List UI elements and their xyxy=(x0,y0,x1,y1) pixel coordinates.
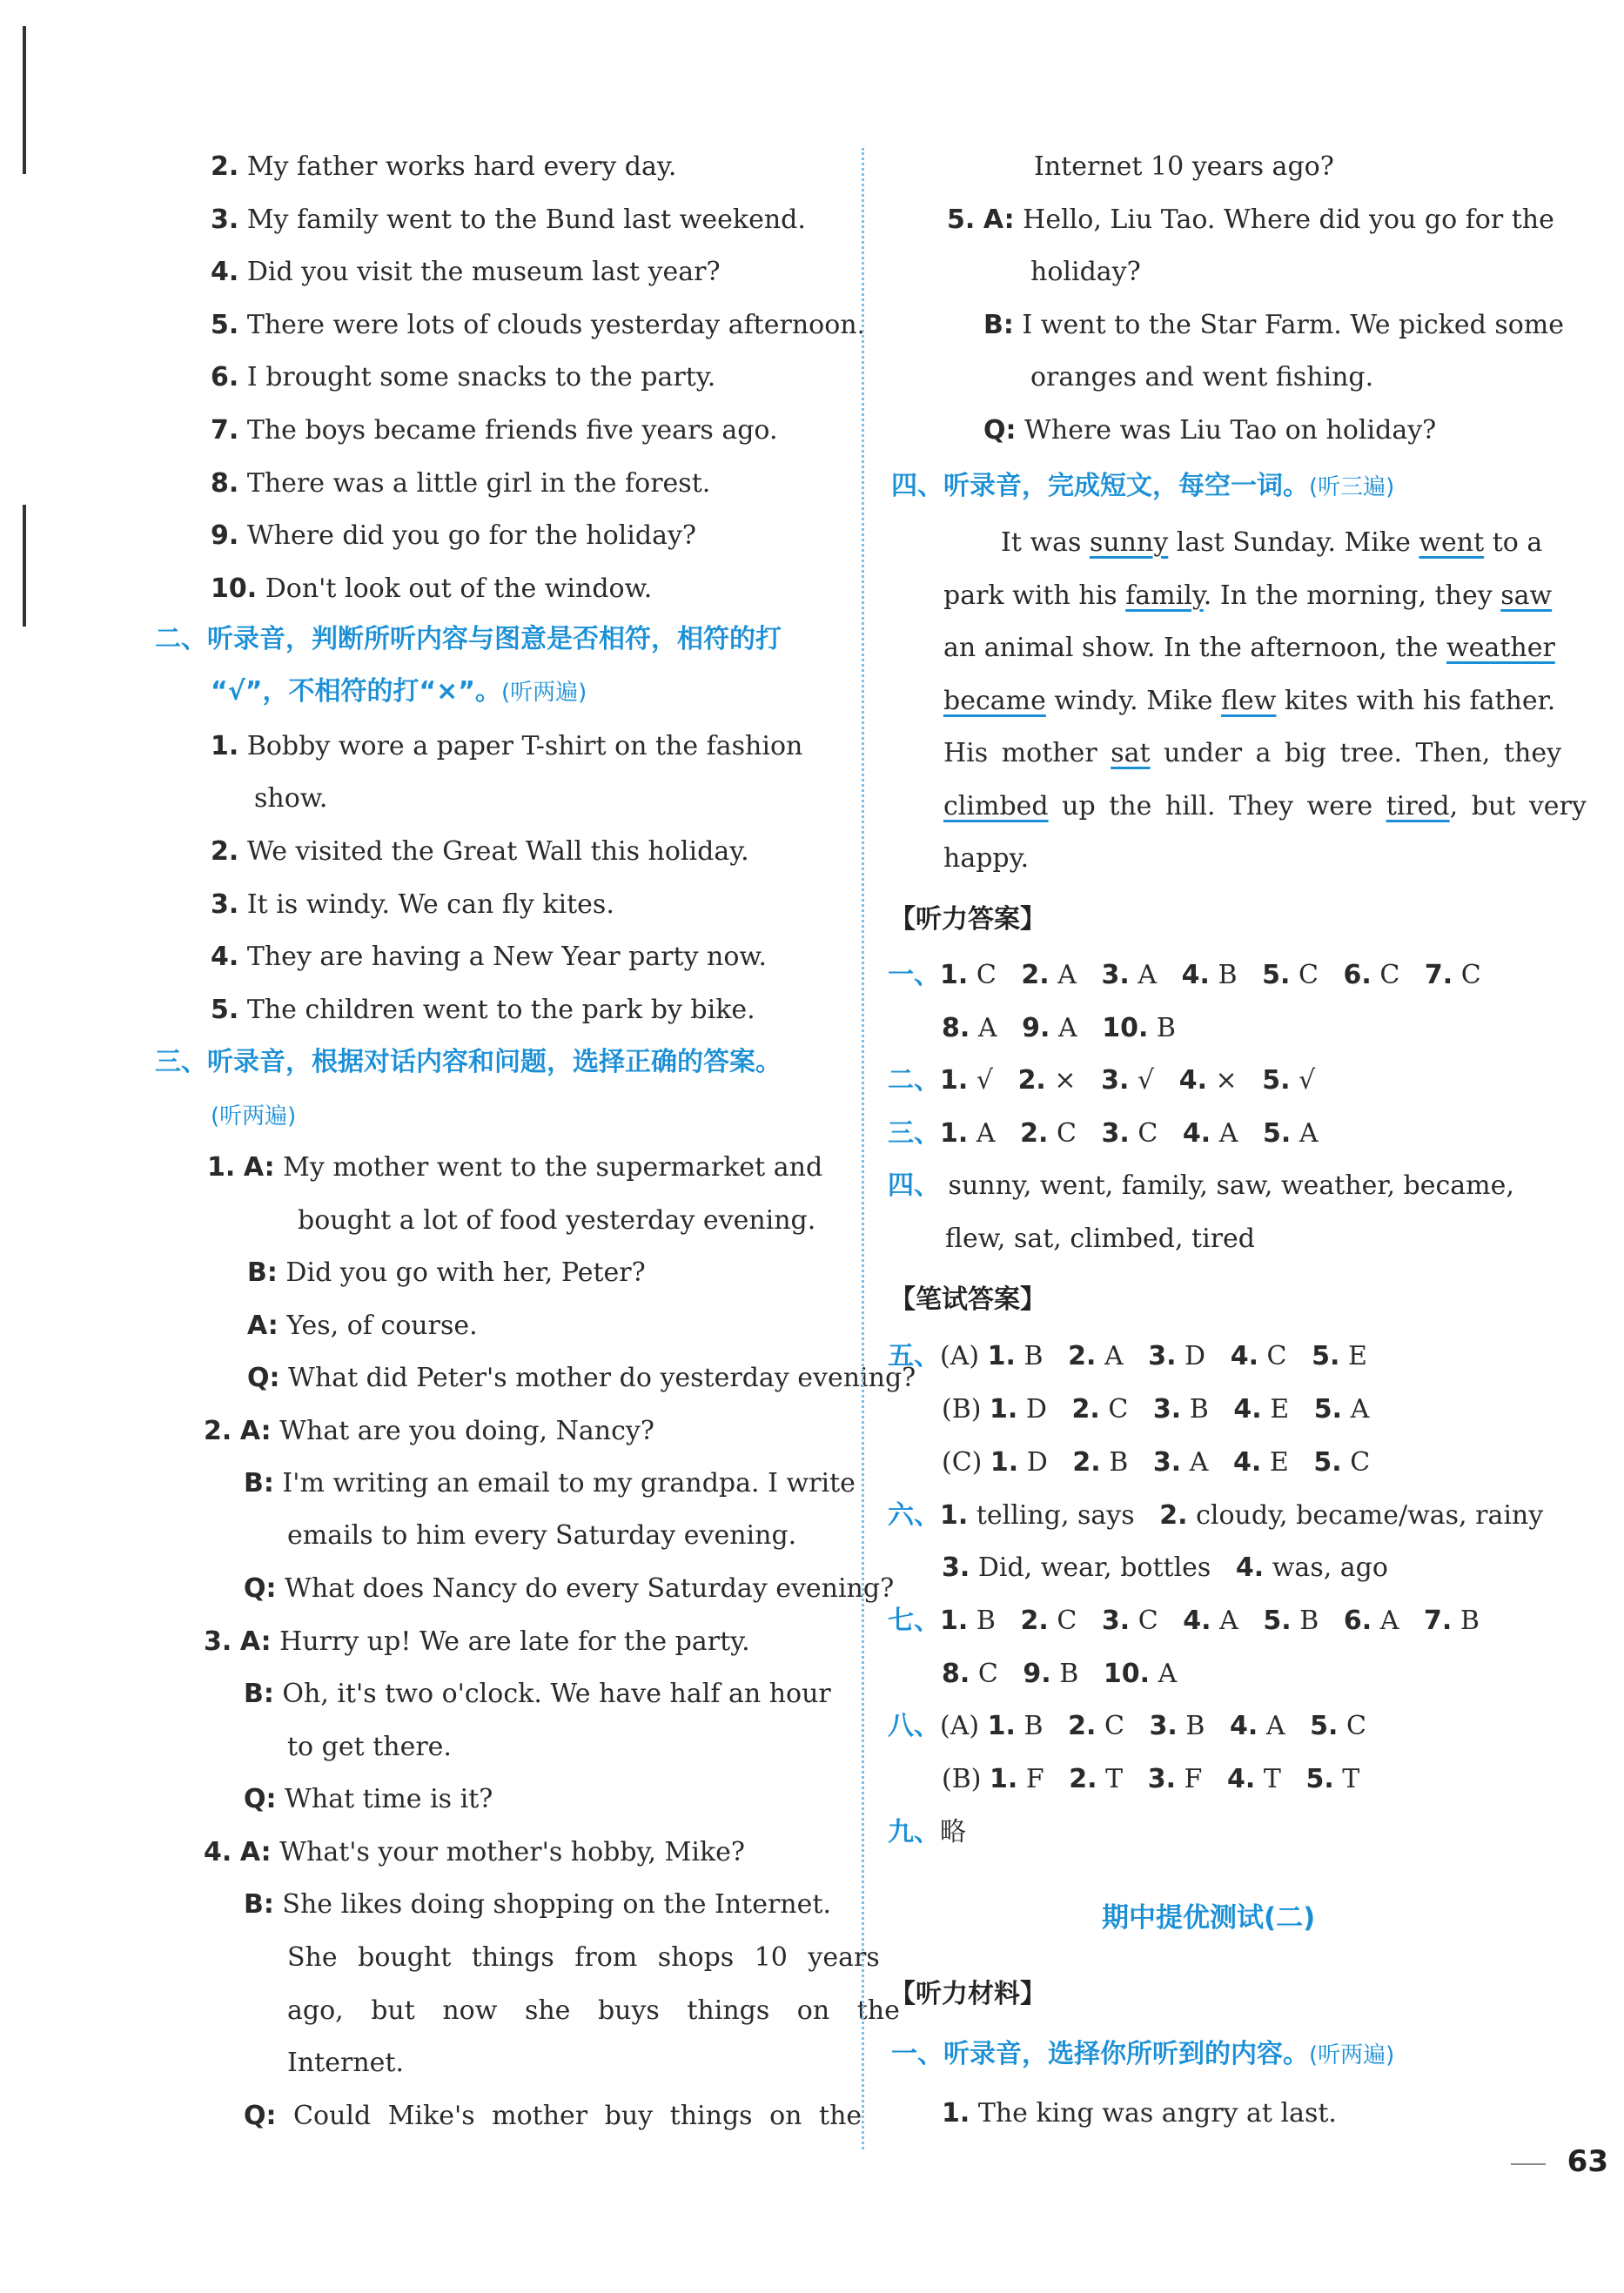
answer-row-8a: 八、(A) 1. B 2. C 3. B 4. A 5. C xyxy=(888,1711,1366,1741)
blank-answer: family xyxy=(1125,580,1204,611)
dialogue-1: 1. A: My mother went to the supermarket and xyxy=(207,1152,823,1183)
left-edge-mark xyxy=(23,505,26,627)
list-item: 2. My father works hard every day. xyxy=(211,151,677,182)
answer-row-7a: 七、1. B 2. C 3. C 4. A 5. B 6. A 7. B xyxy=(888,1606,1480,1636)
list-item: 3. It is windy. We can fly kites. xyxy=(211,889,614,920)
dialogue-line: holiday? xyxy=(1030,257,1141,287)
dialogue-3: 3. A: Hurry up! We are late for the party. xyxy=(204,1626,750,1657)
dialogue-line: emails to him every Saturday evening. xyxy=(287,1520,797,1551)
blank-answer: saw xyxy=(1500,580,1553,611)
passage-line: climbed up the hill. They were tired, but very xyxy=(943,791,1587,821)
list-item: 5. The children went to the park by bike. xyxy=(211,995,755,1025)
dialogue-line: A: Yes, of course. xyxy=(247,1311,478,1341)
section-3-note: (听两遍) xyxy=(211,1103,297,1130)
list-item: 5. There were lots of clouds yesterday afternoon. xyxy=(211,310,866,340)
blank-answer: flew xyxy=(1221,686,1277,716)
answer-row-5a: 五、(A) 1. B 2. A 3. D 4. C 5. E xyxy=(888,1341,1367,1371)
dialogue-question: Q: What time is it? xyxy=(244,1784,493,1814)
blank-answer: sunny xyxy=(1089,527,1169,558)
dialogue-question: Q: What did Peter's mother do yesterday evening? xyxy=(247,1363,916,1393)
list-item: 1. Bobby wore a paper T-shirt on the fashion xyxy=(211,731,803,761)
passage-line: became windy. Mike flew kites with his father. xyxy=(943,686,1556,716)
listening-answers-header: 【听力答案】 xyxy=(889,904,1046,935)
blank-answer: sat xyxy=(1111,738,1151,768)
answer-row-5c: (C) 1. D 2. B 3. A 4. E 5. C xyxy=(942,1447,1371,1478)
list-item: 9. Where did you go for the holiday? xyxy=(211,520,696,551)
dialogue-line: She bought things from shops 10 years xyxy=(287,1942,880,1973)
passage-line: park with his family. In the morning, they saw xyxy=(943,580,1553,611)
passage-line: happy. xyxy=(943,843,1030,874)
list-item: 10. Don't look out of the window. xyxy=(211,573,653,604)
answer-row-7b: 8. C 9. B 10. A xyxy=(942,1659,1178,1689)
dialogue-line: B: Oh, it's two o'clock. We have half an hour xyxy=(244,1679,831,1709)
listening-material-header: 【听力材料】 xyxy=(889,1979,1046,2009)
passage-line: an animal show. In the afternoon, the weather xyxy=(943,633,1555,663)
next-test-title: 期中提优测试(二) xyxy=(1102,1902,1316,1934)
dialogue-line: B: I went to the Star Farm. We picked some xyxy=(983,310,1564,340)
answer-row-6a: 六、1. telling, says 2. cloudy, became/was, rainy xyxy=(888,1500,1544,1531)
list-item: 4. They are having a New Year party now. xyxy=(211,942,768,972)
list-item: 2. We visited the Great Wall this holiday. xyxy=(211,836,749,867)
answer-row-4-cont: flew, sat, climbed, tired xyxy=(945,1224,1255,1254)
page-number: 63 xyxy=(1567,2144,1608,2179)
answer-row-1b: 8. A 9. A 10. B xyxy=(942,1013,1176,1043)
list-item: 8. There was a little girl in the forest. xyxy=(211,468,711,499)
dialogue-line: Internet. xyxy=(287,2048,404,2078)
written-answers-header: 【笔试答案】 xyxy=(889,1284,1046,1315)
answer-row-4: 四、 sunny, went, family, saw, weather, became, xyxy=(888,1170,1514,1201)
column-divider xyxy=(862,148,864,2149)
dialogue-question: Q: What does Nancy do every Saturday evening? xyxy=(244,1573,895,1604)
answer-row-8b: (B) 1. F 2. T 3. F 4. T 5. T xyxy=(942,1764,1360,1794)
section-4-title: 四、听录音，完成短文，每空一词。(听三遍) xyxy=(891,471,1395,501)
answer-row-6b: 3. Did, wear, bottles 4. was, ago xyxy=(942,1552,1388,1583)
blank-answer: tired xyxy=(1386,791,1450,821)
list-item: 7. The boys became friends five years ago. xyxy=(211,415,778,446)
answer-row-3: 三、1. A 2. C 3. C 4. A 5. A xyxy=(888,1118,1319,1149)
blank-answer: became xyxy=(943,686,1046,716)
dialogue-line: to get there. xyxy=(287,1732,452,1762)
next-section-1-title: 一、听录音，选择你所听到的内容。(听两遍) xyxy=(891,2039,1395,2069)
dialogue-question: Q: Where was Liu Tao on holiday? xyxy=(983,415,1437,446)
list-item: 6. I brought some snacks to the party. xyxy=(211,362,716,392)
dialogue-line: oranges and went fishing. xyxy=(1030,362,1374,392)
dialogue-line: B: I'm writing an email to my grandpa. I write xyxy=(244,1468,856,1498)
dialogue-question: Q: Could Mike's mother buy things on the xyxy=(244,2101,862,2131)
list-item: 4. Did you visit the museum last year? xyxy=(211,257,721,287)
page-number-dash xyxy=(1511,2163,1546,2165)
dialogue-2: 2. A: What are you doing, Nancy? xyxy=(204,1416,654,1446)
passage-line: His mother sat under a big tree. Then, they xyxy=(943,738,1562,768)
blank-answer: weather xyxy=(1446,633,1555,663)
dialogue-5: 5. A: Hello, Liu Tao. Where did you go for the xyxy=(947,204,1554,235)
blank-answer: went xyxy=(1419,527,1485,558)
answer-row-2: 二、1. √ 2. × 3. √ 4. × 5. √ xyxy=(888,1065,1316,1096)
section-3-title: 三、听录音，根据对话内容和问题，选择正确的答案。 xyxy=(155,1047,782,1077)
left-edge-mark xyxy=(23,26,26,174)
list-item: 3. My family went to the Bund last weekend. xyxy=(211,204,806,235)
dialogue-line: ago, but now she buys things on the xyxy=(287,1995,900,2026)
blank-answer: climbed xyxy=(943,791,1049,821)
dialogue-line: bought a lot of food yesterday evening. xyxy=(298,1205,816,1236)
dialogue-4: 4. A: What's your mother's hobby, Mike? xyxy=(204,1837,745,1867)
answer-row-5b: (B) 1. D 2. C 3. B 4. E 5. A xyxy=(942,1394,1370,1425)
list-item-cont: show. xyxy=(254,783,328,814)
section-2-title: 二、听录音，判断所听内容与图意是否相符，相符的打 xyxy=(155,624,782,654)
section-2-title-cont: “√”，不相符的打“×”。(听两遍) xyxy=(211,676,587,707)
answer-row-9: 九、略 xyxy=(888,1817,966,1847)
answer-row-1: 一、1. C 2. A 3. A 4. B 5. C 6. C 7. C xyxy=(888,960,1481,990)
dialogue-line: B: Did you go with her, Peter? xyxy=(247,1257,646,1288)
passage-line: It was sunny last Sunday. Mike went to a xyxy=(1001,527,1543,558)
list-item: 1. The king was angry at last. xyxy=(942,2098,1337,2129)
dialogue-line: B: She likes doing shopping on the Internet. xyxy=(244,1889,831,1920)
dialogue-line: Internet 10 years ago? xyxy=(1034,151,1334,182)
